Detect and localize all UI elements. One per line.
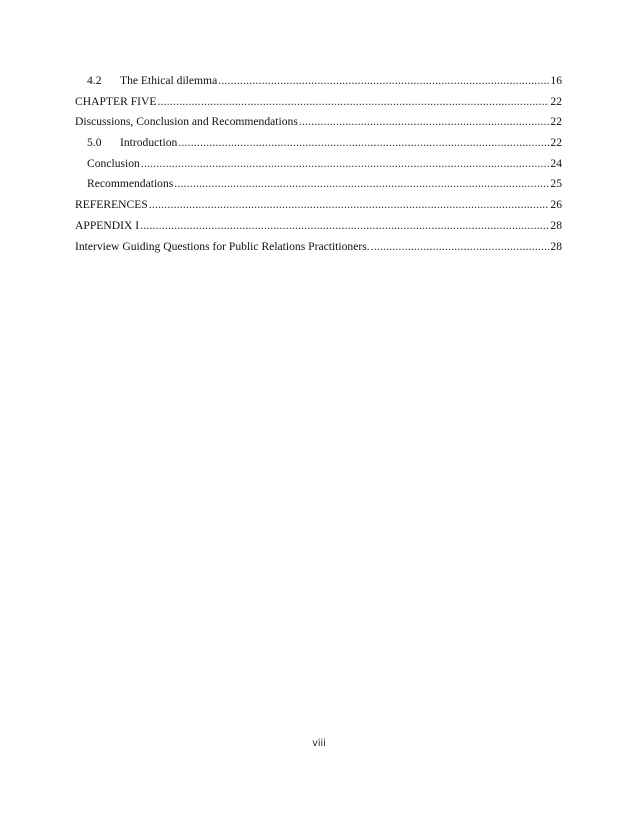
toc-entry-page: 22: [550, 136, 562, 150]
dot-leader: [158, 92, 550, 113]
toc-entry-title: Interview Guiding Questions for Public Relations Practitioners.: [75, 239, 370, 253]
dot-leader: [141, 154, 550, 175]
toc-entry-page: 16: [550, 74, 562, 87]
toc-entry-interview-questions[interactable]: [75, 237, 562, 258]
toc-entry-page: 28: [550, 218, 562, 232]
table-of-contents: [75, 71, 562, 257]
toc-entry-introduction[interactable]: [75, 133, 562, 154]
toc-entry-number: 5.0: [87, 136, 102, 150]
toc-entry-page: 22: [550, 115, 562, 129]
toc-entry-title: Recommendations: [87, 177, 174, 191]
toc-entry-title: Discussions, Conclusion and Recommendations: [75, 115, 298, 129]
toc-entry-title: REFERENCES: [75, 198, 148, 212]
toc-entry-references[interactable]: [75, 195, 562, 216]
toc-entry-chapter-five[interactable]: [75, 92, 562, 113]
toc-entry-page: 22: [550, 94, 562, 108]
toc-entry-conclusion[interactable]: [75, 154, 562, 175]
toc-entry-appendix-i[interactable]: [75, 216, 562, 237]
toc-entry-discussions[interactable]: [75, 112, 562, 133]
toc-entry-number: 4.2: [87, 74, 102, 87]
toc-entry-recommendations[interactable]: [75, 174, 562, 195]
toc-entry-page: 28: [550, 239, 562, 253]
dot-leader: [371, 237, 550, 258]
dot-leader: [218, 71, 549, 92]
toc-entry-title: APPENDIX I: [75, 218, 140, 232]
toc-entry-ethical-dilemma[interactable]: [75, 71, 562, 92]
dot-leader: [149, 195, 550, 216]
dot-leader: [178, 133, 549, 154]
dot-leader: [140, 216, 549, 237]
toc-entry-page: 25: [550, 177, 562, 191]
toc-entry-title: Introduction: [120, 136, 178, 150]
toc-entry-title: CHAPTER FIVE: [75, 94, 157, 108]
toc-entry-title: The Ethical dilemma: [120, 74, 218, 87]
dot-leader: [299, 112, 550, 133]
page-number-footer: viii: [312, 738, 326, 749]
dot-leader: [174, 174, 549, 195]
toc-entry-page: 24: [550, 156, 562, 170]
toc-entry-title: Conclusion: [87, 156, 140, 170]
toc-entry-page: 26: [550, 198, 562, 212]
